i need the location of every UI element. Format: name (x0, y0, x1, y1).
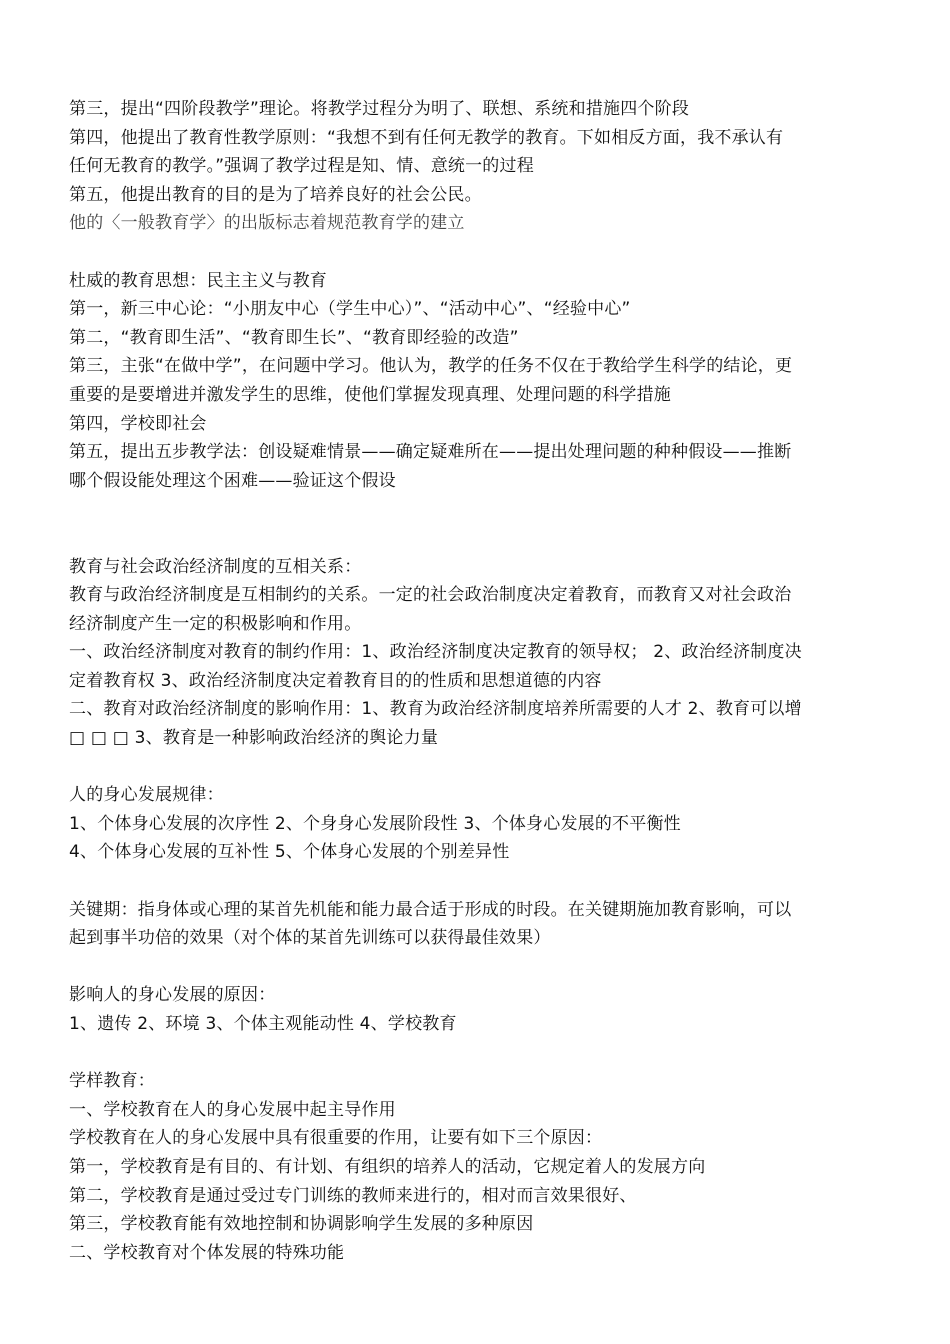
text-line: 他的〈一般教育学〉的出版标志着规范教育学的建立 (69, 213, 465, 234)
text-line: 关键期：指身体或心理的某首先机能和能力最合适于形成的时段。在关键期施加教育影响，可以 (69, 899, 792, 920)
text-line: 4、个体身心发展的互补性 5、个体身心发展的个别差异性 (69, 842, 510, 863)
text-line: 重要的是要增进并激发学生的思维，使他们掌握发现真理、处理问题的科学措施 (69, 384, 671, 405)
section-heading: 影响人的身心发展的原因： (69, 985, 276, 1006)
text-line: 第三，主张“在做中学”，在问题中学习。他认为，教学的任务不仅在于教给学生科学的结论，更 (69, 356, 793, 377)
document-page (69, 95, 889, 1267)
text-line: 学校教育在人的身心发展中具有很重要的作用，让要有如下三个原因： (69, 1128, 603, 1149)
text-line: 1、个体身心发展的次序性 2、个身身心发展阶段性 3、个体身心发展的不平衡性 (69, 813, 681, 834)
text-line: 起到事半功倍的效果（对个体的某首先训练可以获得最佳效果） (69, 928, 551, 949)
text-line: 教育与政治经济制度是互相制约的关系。一定的社会政治制度决定着教育，而教育又对社会政治 (69, 585, 792, 606)
text-line: 第五，他提出教育的目的是为了培养良好的社会公民。 (69, 184, 482, 205)
spacer (69, 867, 889, 896)
section-heading: 学样教育： (69, 1071, 155, 1092)
text-line: 二、学校教育对个体发展的特殊功能 (69, 1242, 345, 1263)
section-heading: 杜威的教育思想：民主主义与教育 (69, 270, 327, 291)
text-line: 经济制度产生一定的积极影响和作用。 (69, 613, 362, 634)
text-line: □ □ □ 3、教育是一种影响政治经济的舆论力量 (69, 728, 439, 749)
text-line: 1、遗传 2、环境 3、个体主观能动性 4、学校教育 (69, 1014, 457, 1034)
text-line: 第二，“教育即生活”、“教育即生长”、“教育即经验的改造” (69, 327, 519, 348)
text-line: 哪个假设能处理这个困难——验证这个假设 (69, 470, 396, 491)
spacer (69, 753, 889, 782)
text-line: 第一，学校教育是有目的、有计划、有组织的培养人的活动，它规定着人的发展方向 (69, 1156, 706, 1177)
text-line: 第五，提出五步教学法：创设疑难情景——确定疑难所在——提出处理问题的种种假设——推断 (69, 442, 792, 463)
text-line: 第二，学校教育是通过受过专门训练的教师来进行的，相对而言效果很好、 (69, 1185, 637, 1206)
spacer (69, 495, 889, 552)
text-line: 第三，学校教育能有效地控制和协调影响学生发展的多种原因 (69, 1214, 534, 1235)
text-line: 第四，他提出了教育性教学原则：“我想不到有任何无教学的教育。下如相反方面，我不承认有 (69, 127, 784, 148)
text-line: 第三，提出“四阶段教学”理论。将教学过程分为明了、联想、系统和措施四个阶段 (69, 99, 690, 119)
text-line: 任何无教育的教学。”强调了教学过程是知、情、意统一的过程 (69, 156, 534, 177)
text-line: 第一，新三中心论：“小朋友中心（学生中心）”、“活动中心”、“经验中心” (69, 299, 631, 320)
spacer (69, 238, 889, 267)
spacer (69, 1039, 889, 1068)
section-heading: 人的身心发展规律： (69, 785, 224, 806)
text-line: 第四，学校即社会 (69, 413, 207, 434)
spacer (69, 953, 889, 982)
text-line: 一、学校教育在人的身心发展中起主导作用 (69, 1099, 396, 1120)
text-line: 一、政治经济制度对教育的制约作用：1、政治经济制度决定教育的领导权； 2、政治经济制度决 (69, 642, 802, 663)
text-line: 二、教育对政治经济制度的影响作用：1、教育为政治经济制度培养所需要的人才 2、教育可以增 (69, 699, 802, 720)
section-heading: 教育与社会政治经济制度的互相关系： (69, 556, 362, 577)
text-line: 定着教育权 3、政治经济制度决定着教育目的的性质和思想道德的内容 (69, 670, 602, 691)
